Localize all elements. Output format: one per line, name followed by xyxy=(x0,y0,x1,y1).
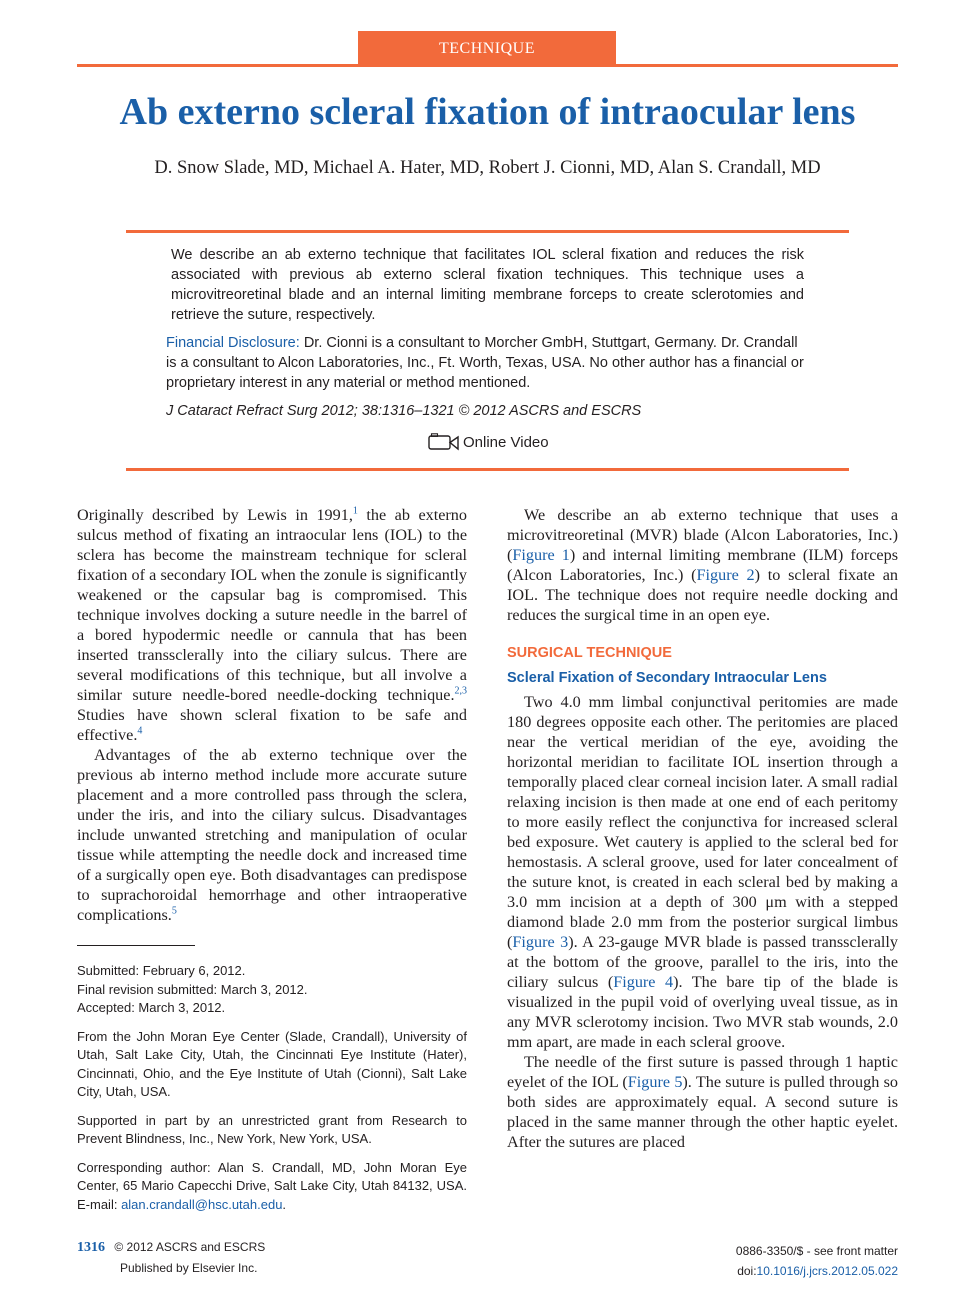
footer-left xyxy=(77,1240,266,1275)
footnote-rule xyxy=(77,945,195,946)
abstract-top-rule xyxy=(126,230,849,233)
submitted-date: Submitted: February 6, 2012. xyxy=(77,963,246,978)
ref-5[interactable]: 5 xyxy=(171,905,177,917)
accepted-date: Accepted: March 3, 2012. xyxy=(77,1000,226,1015)
corresponding-author: Corresponding author: Alan S. Crandall, MD, John Moran Eye Center, 65 Mario Capecchi Drive, Salt Lake City, Utah 84132, USA. E-mail: alan.crandall@hsc.utah.edu. xyxy=(77,1159,467,1212)
intro-paragraph-1: Originally described by Lewis in 1991,$^1$ the ab externo sulcus method of fixating an intraocular lens (IOL) to the sclera has become the mainstream technique for scleral fixation of a secondary IOL when the zonule is significantly weakened or the capsular bag is compromised. This technique involves docking a suture needle in the barrel of a bored hypodermic needle or cannula that has been inserted transsclerally into the ciliary sulcus. There are several modifications of this technique, but all involve a similar suture needle-bored needle-docking technique.$^{2,3}$ Studies have shown scleral fixation to be safe and effective.$^4$ xyxy=(77,505,467,744)
section-heading: SURGICAL TECHNIQUE xyxy=(507,645,672,661)
article-notes xyxy=(77,962,467,1224)
affiliation: From the John Moran Eye Center (Slade, Crandall), University of Utah, Salt Lake City, Utah, the Cincinnati Eye Institute (Hater), Cincinnati, Ohio, and the Eye Institute of Utah (Cionni), Salt Lake City, Utah, USA. xyxy=(77,1028,467,1099)
ref-2-3[interactable]: 2,3 xyxy=(454,685,467,697)
figure-3-link[interactable]: Figure 3 xyxy=(512,933,569,951)
page-number: 1316 xyxy=(77,1240,105,1255)
revision-date: Final revision submitted: March 3, 2012. xyxy=(77,981,308,997)
figure-4-link[interactable]: Figure 4 xyxy=(613,973,674,991)
left-column xyxy=(77,505,467,925)
abstract: We describe an ab externo technique that facilitates IOL scleral fixation and reduces the risk associated with previous ab externo scleral fixation techniques. This technique uses a microvitreoretinal blade and an internal limiting membrane forceps to create sclerotomies and retrieve the suture, respectively. xyxy=(171,247,804,323)
body-paragraph-1: We describe an ab externo technique that uses a microvitreoretinal (MVR) blade (Alcon Laboratories, Inc.) (Figure 1) and internal limiting membrane (ILM) forceps (Alcon Laboratories, Inc.) (Figure 2) to scleral fixate an IOL. The technique does not require needle docking and reduces the surgical time in an open eye. xyxy=(507,506,899,624)
body-paragraph-2: Two 4.0 mm limbal conjunctival peritomies are made 180 degrees opposite each other. The peritomies are placed near the vertical meridian of the eye, avoiding the horizontal meridian to facilitate IOL insertion through a temporally placed clear corneal incision later. A small radial relaxing incision is then made at one end of each peritomy to more easily reflect the conjunctiva for increased scleral bed exposure. Wet cautery is applied to the scleral bed for hemostasis. A scleral groove, used for later concealment of the suture knot, is created in each scleral bed by making a 3.0 mm incision at a depth of 300 μm with a stepped diamond blade 2.0 mm from the posterior surgical limbus (Figure 3). A 23-gauge MVR blade is passed transsclerally at the bottom of the groove, parallel to the iris, into the ciliary sulcus (Figure 4). The bare tip of the blade is visualized in the pupil void of overlying uveal tissue, as in any MVR sclerotomy incision. Two MVR stab wounds, 2.0 mm apart, are made in each scleral groove. xyxy=(507,693,898,1051)
disclosure-text: Dr. Cionni is a consultant to Morcher GmbH, Stuttgart, Germany. Dr. Crandall is a consultant to Alcon Laboratories, Inc., Ft. Worth, Texas, USA. No other author has a financial or proprietary interest in any material or method mentioned. xyxy=(166,335,804,391)
online-video-link[interactable] xyxy=(428,433,549,451)
video-camera-icon xyxy=(428,433,459,451)
footer-publisher: Published by Elsevier Inc. xyxy=(120,1261,258,1275)
footer-copyright: © 2012 ASCRS and ESCRS xyxy=(114,1240,266,1254)
footer-right xyxy=(736,1241,898,1281)
author-list: D. Snow Slade, MD, Michael A. Hater, MD, Robert J. Cionni, MD, Alan S. Crandall, MD xyxy=(154,158,821,178)
abstract-bottom-rule xyxy=(126,468,849,471)
ref-1[interactable]: 1 xyxy=(352,505,358,517)
subsection-heading: Scleral Fixation of Secondary Intraocular Lens xyxy=(507,670,827,686)
journal-citation: J Cataract Refract Surg 2012; 38:1316–1321 © 2012 ASCRS and ESCRS xyxy=(166,403,642,419)
doi-link[interactable]: 10.1016/j.jcrs.2012.05.022 xyxy=(756,1264,898,1278)
email-link[interactable]: alan.crandall@hsc.utah.edu xyxy=(121,1196,283,1212)
article-title: Ab externo scleral fixation of intraocular lens xyxy=(119,91,856,133)
body-paragraph-3: The needle of the first suture is passed through 1 haptic eyelet of the IOL (Figure 5). The suture is pulled through so both sides are approximately equal. A second suture is placed in the same manner through the other haptic eyelet. After the sutures are placed xyxy=(507,1053,898,1151)
financial-disclosure xyxy=(166,333,810,393)
figure-5-link[interactable]: Figure 5 xyxy=(627,1073,683,1091)
section-tag: TECHNIQUE xyxy=(358,31,616,65)
header-rule xyxy=(77,64,898,67)
figure-2-link[interactable]: Figure 2 xyxy=(696,566,755,584)
figure-1-link[interactable]: Figure 1 xyxy=(512,546,570,564)
ref-4[interactable]: 4 xyxy=(137,725,143,737)
online-video-label: Online Video xyxy=(463,433,549,451)
funding-note: Supported in part by an unrestricted grant from Research to Prevent Blindness, Inc., New York, New York, USA. xyxy=(77,1112,467,1146)
dates xyxy=(77,962,467,1018)
issn: 0886-3350/$ - see front matter xyxy=(735,1244,898,1258)
intro-paragraph-2: Advantages of the ab externo technique over the previous ab interno method include more accurate suture placement and a more controlled pass through the sclera, under the iris, and into the ciliary sulcus. Disadvantages include unwanted stretching and manipulation of ocular tissue while attempting the needle dock and increased time of a surgically open eye. Both disadvantages can predispose to suprachoroidal hemorrhage and other intraoperative complications.$^5$ xyxy=(77,746,467,924)
disclosure-label: Financial Disclosure: xyxy=(166,335,300,351)
doi-line: doi:10.1016/j.jcrs.2012.05.022 xyxy=(737,1264,898,1278)
right-column xyxy=(507,505,898,1152)
